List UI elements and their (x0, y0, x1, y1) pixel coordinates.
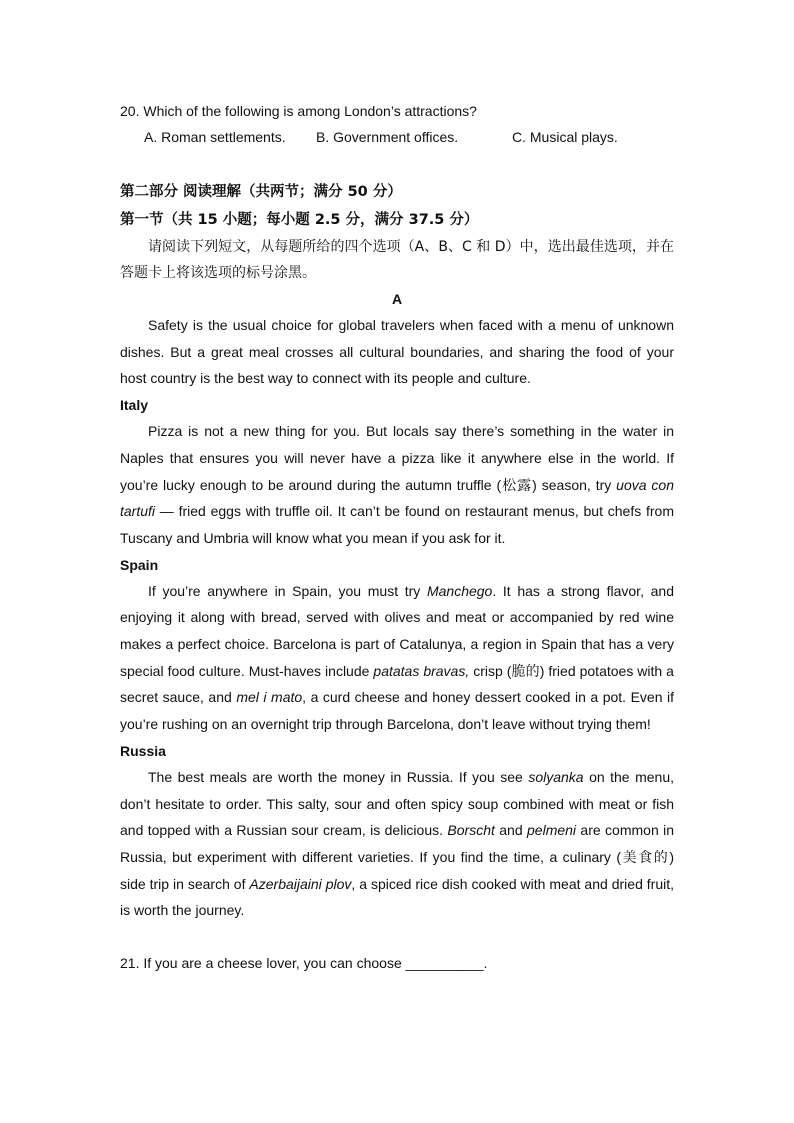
spacer (120, 924, 674, 950)
dish-name: Borscht (447, 822, 495, 839)
dish-name: patatas bravas, (373, 662, 470, 679)
heading-spain: Spain (120, 556, 159, 573)
heading-russia: Russia (120, 742, 166, 759)
paragraph-spain (120, 578, 674, 738)
section-title: 第一节（共 15 小题；每小题 2.5 分，满分 37.5 分） (120, 212, 479, 228)
text: and (494, 822, 528, 839)
dish-name: Azerbaijaini plov (249, 875, 352, 892)
text: are common in Russia, but experiment with different varieties. If you find the time, a culinary (美食的) side trip in search of (120, 822, 675, 892)
passage-intro: Safety is the usual choice for global travelers when faced with a menu of unknown dishes. But a great meal crosses all cultural boundaries, and sharing the food of your host country is the best way to connect with its people and culture. (120, 317, 674, 387)
option-c: C. Musical plays. (512, 129, 618, 145)
text: . It has a strong flavor, and enjoying it along with bread, served with olives and meat or accompanied by red wine makes a perfect choice. Barcelona is part of Catalunya, a region in Spain that has a very special food culture. Must-haves include (120, 582, 674, 679)
instructions: 请阅读下列短文，从每题所给的四个选项（A、B、C 和 D）中，选出最佳选项，并在答题卡上将该选项的标号涂黑。 (120, 239, 674, 281)
question-20-options (120, 124, 674, 150)
option-b: B. Government offices. (316, 129, 459, 145)
option-a: A. Roman settlements. (144, 129, 286, 145)
paragraph-russia (120, 764, 674, 924)
spacer (120, 150, 674, 178)
text: — fried eggs with truffle oil. It can’t be found on restaurant menus, but chefs from Tuscany and Umbria will know what you mean if you ask for it. (120, 503, 674, 546)
page-content (120, 98, 674, 976)
dish-name: pelmeni (527, 822, 577, 839)
text: crisp (脆的) fried potatoes with a secret sauce, and (120, 662, 674, 706)
dish-name: mel i mato (236, 689, 303, 706)
paragraph-italy (120, 418, 674, 552)
text: If you’re anywhere in Spain, you must try (148, 582, 427, 599)
heading-italy: Italy (120, 397, 149, 414)
part-title: 第二部分 阅读理解（共两节；满分 50 分） (120, 184, 402, 200)
question-21: 21. If you are a cheese lover, you can choose __________. (120, 955, 488, 972)
text: on the menu, don’t hesitate to order. This salty, sour and often spicy soup combined with meat or fish and topped with a Russian sour cream, is delicious. (120, 768, 675, 839)
dish-name: Manchego (426, 582, 493, 599)
text: The best meals are worth the money in Russia. If you see (148, 768, 529, 785)
dish-name: solyanka (528, 768, 584, 785)
text: , a curd cheese and honey dessert cooked in a pot. Even if you’re rushing on an overnight trip through Barcelona, don’t leave without trying them! (120, 689, 674, 733)
text: Pizza is not a new thing for you. But locals say there’s something in the water in Naples that ensures you will never have a pizza like it anywhere else in the world. If you’re lucky enough to be around during the autumn truffle (松露) season, try (120, 423, 674, 493)
question-20: 20. Which of the following is among London’s attractions? (120, 103, 477, 119)
dish-name: uova con tartufi (120, 476, 674, 520)
text: , a spiced rice dish cooked with meat and dried fruit, is worth the journey. (120, 875, 675, 919)
passage-label: A (391, 291, 403, 307)
